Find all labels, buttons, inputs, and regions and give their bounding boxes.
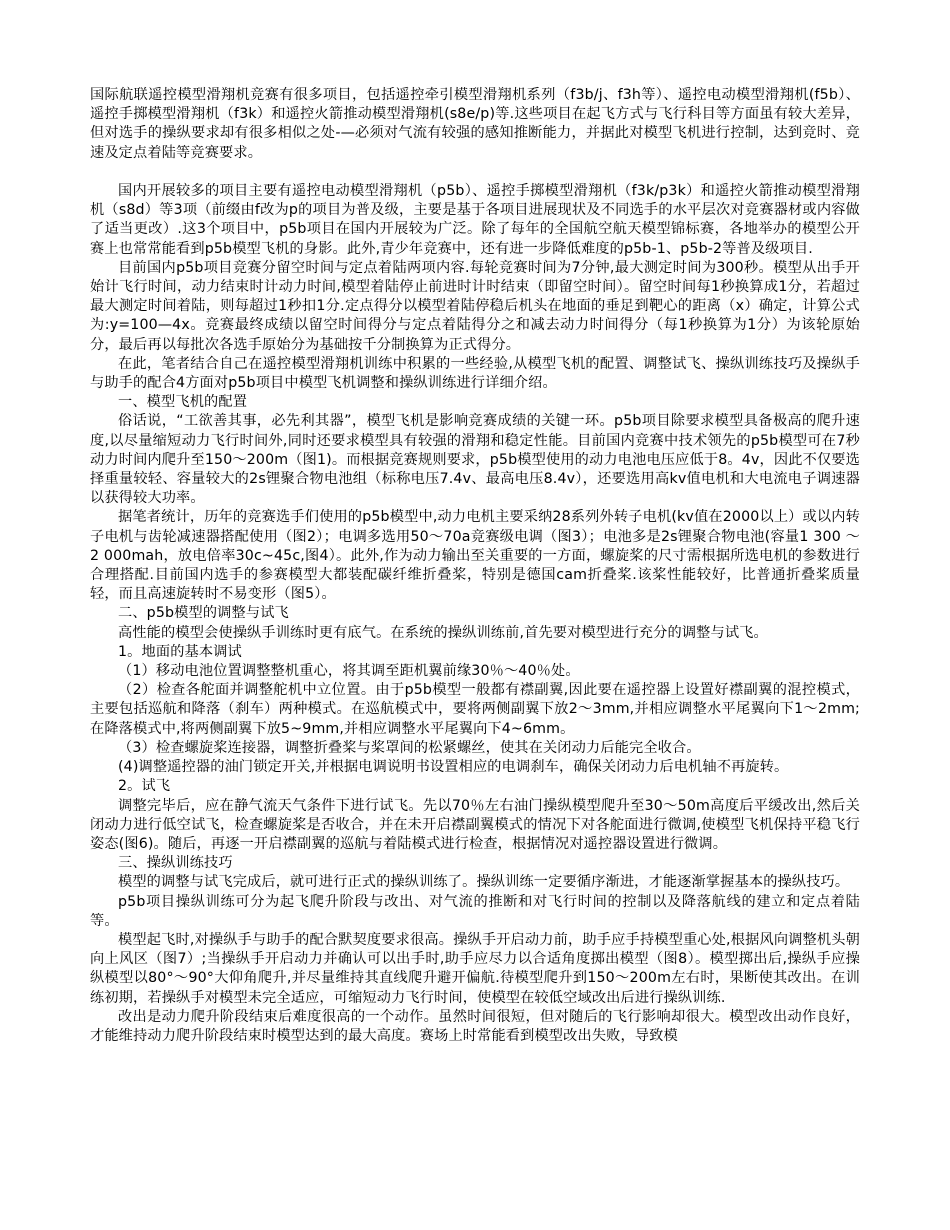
list-item: （1）移动电池位置调整整机重心，将其调至距机翼前缘30％～40％处。: [118, 663, 580, 680]
article-overview-paragraph: 在此，笔者结合自己在遥控模型滑翔机训练中积累的一些经验,从模型飞机的配置、调整试飞、操纵训练技巧及操纵手与助手的配合4方面对p5b项目中模型飞机调整和操纵训练进行详细介绍。: [90, 355, 860, 392]
pullout-paragraph: 改出是动力爬升阶段结束后难度很高的一个动作。虽然时间很短，但对随后的飞行影响却很大。模型改出动作良好，才能维持动力爬升阶段结束时模型达到的最大高度。赛场上时常能看到模型改出失败，导致模: [90, 1008, 860, 1044]
domestic-events-paragraph: 国内开展较多的项目主要有遥控电动模型滑翔机（p5b）、遥控手掷模型滑翔机（f3k/p3k）和遥控火箭推动模型滑翔机（s8d）等3项（前缀由f改为p的项目为普及级，主要是基于各项目进展现状及不同选手的水平层次对竞赛器材或内容做了适当更改）.这3个项目中，p5b项目在国内开展较为广泛。除了每年的全国航空航天模型锦标赛，各地举办的模型公开赛上也常常能看到p5b模型飞机的身影。此外,青少年竞赛中，还有进一步降低难度的p5b-1、p5b-2等普及级项目.: [90, 183, 860, 257]
list-item: (4)调整遥控器的油门锁定开关,并根据电调说明书设置相应的电调刹车，确保关闭动力后电机轴不再旋转。: [118, 759, 789, 776]
equipment-stats-paragraph: 据笔者统计，历年的竞赛选手们使用的p5b模型中,动力电机主要采纳28系列外转子电机(kv值在2000以上）或以内转子电机与齿轮减速器搭配使用（图2）；电调多选用50～70a竞赛级电调（图3）；电池多是2s锂聚合物电池(容量1 300 ～2 000mah，放电倍率30c~45c,图4）。此外,作为动力输出至关重要的一方面，螺旋桨的尺寸需根据所选电机的参数进行合理搭配.目前国内选手的参赛模型大都装配碳纤维折叠桨，特别是德国cam折叠桨.该桨性能较好，比普通折叠桨质量轻，而且高速旋转时不易变形（图5）。: [90, 509, 860, 603]
takeoff-paragraph: 模型起飞时,对操纵手与助手的配合默契度要求很高。操纵手开启动力前，助手应手持模型重心处,根据风向调整机头朝向上风区（图7）;当操纵手开启动力并确认可以出手时,助手应尽力以合适角度掷出模型（图8）。模型掷出后,操纵手应操纵模型以80°～90°大仰角爬升,并尽量维持其直线爬升避开偏航.待模型爬升到150～200m左右时，果断使其改出。在训练初期，若操纵手对模型未完全适应，可缩短动力飞行时间，使模型在较低空域改出后进行操纵训练.: [90, 931, 860, 1006]
section-heading-configuration: 一、模型飞机的配置: [118, 394, 248, 411]
test-flight-paragraph: 调整完毕后，应在静气流天气条件下进行试飞。先以70％左右油门操纵模型爬升至30～50m高度后平缓改出,然后关闭动力进行低空试飞，检查螺旋桨是否收合，并在未开启襟副翼模式的情况下对各舵面进行微调,使模型飞机保持平稳飞行姿态(图6)。随后，再逐一开启襟副翼的巡航与着陆模式进行检查，根据情况对遥控器设置进行微调。: [90, 797, 860, 852]
subheading-test-flight: 2。试飞: [118, 778, 171, 795]
list-item: （2）检查各舵面并调整舵机中立位置。由于p5b模型一般都有襟副翼,因此要在遥控器上设置好襟副翼的混控模式，主要包括巡航和降落（刹车）两种模式。在巡航模式中，要将两侧副翼下放2～3mm,并相应调整水平尾翼向下1～2mm;在降落模式中,将两侧副翼下放5~9mm,并相应调整水平尾翼向下4~6mm。: [90, 682, 860, 737]
intro-paragraph: 国际航联遥控模型滑翔机竞赛有很多项目，包括遥控牵引模型滑翔机系列（f3b/j、f3h等）、遥控电动模型滑翔机(f5b）、遥控手掷模型滑翔机（f3k）和遥控火箭推动模型滑翔机(s8e/p)等.这些项目在起飞方式与飞行科目等方面虽有较大差异，但对选手的操纵要求却有很多相似之处-—必须对气流有较强的感知推断能力，并据此对模型飞机进行控制，达到竞时、竞速及定点着陆等竞赛要求。: [90, 87, 860, 161]
document-body: [90, 86, 860, 1046]
piloting-intro-paragraph: 模型的调整与试飞完成后，就可进行正式的操纵训练了。操纵训练一定要循序渐进，才能逐渐掌握基本的操纵技巧。: [118, 874, 850, 891]
competition-rules-paragraph: 目前国内p5b项目竞赛分留空时间与定点着陆两项内容.每轮竞赛时间为7分钟,最大测定时间为300秒。模型从出手开始计飞行时间，动力结束时计动力时间,模型着陆停止前进时计时结束（即留空时间）。留空时间每1秒换算成1分，若超过最大测定时间着陆，则每超过1秒扣1分.定点得分以模型着陆停稳后机头在地面的垂足到靶心的距离（x）确定，计算公式为:y=100—4x。竞赛最终成绩以留空时间得分与定点着陆得分之和减去动力时间得分（每1秒换算为1分）为该轮原始分，最后再以每批次各选手原始分为基础按千分制换算为正式得分。: [90, 259, 860, 353]
subheading-ground-tuning: 1。地面的基本调试: [118, 643, 242, 660]
section-heading-piloting: 三、操纵训练技巧: [118, 855, 233, 872]
list-item: （3）检查螺旋桨连接器，调整折叠桨与桨罩间的松紧螺丝，使其在关闭动力后能完全收合。: [118, 739, 701, 756]
section-heading-adjustment: 二、p5b模型的调整与试飞: [118, 605, 289, 622]
adjustment-intro-paragraph: 高性能的模型会使操纵手训练时更有底气。在系统的操纵训练前,首先要对模型进行充分的调整与试飞。: [118, 624, 768, 641]
piloting-stages-paragraph: p5b项目操纵训练可分为起飞爬升阶段与改出、对气流的推断和对飞行时间的控制以及降落航线的建立和定点着陆等。: [90, 893, 860, 929]
configuration-paragraph: 俗话说，“工欲善其事，必先利其器”，模型飞机是影响竞赛成绩的关键一环。p5b项目除要求模型具备极高的爬升速度,以尽量缩短动力飞行时间外,同时还要求模型具有较强的滑翔和稳定性能。目前国内竞赛中技术领先的p5b模型可在7秒动力时间内爬升至150～200m（图1)。而根据竞赛规则要求，p5b模型使用的动力电池电压应低于8。4v，因此不仅要选择重量较轻、容量较大的2s锂聚合物电池组（标称电压7.4v、最高电压8.4v），还要选用高kv值电机和大电流电子调速器以获得较大功率。: [90, 413, 860, 507]
